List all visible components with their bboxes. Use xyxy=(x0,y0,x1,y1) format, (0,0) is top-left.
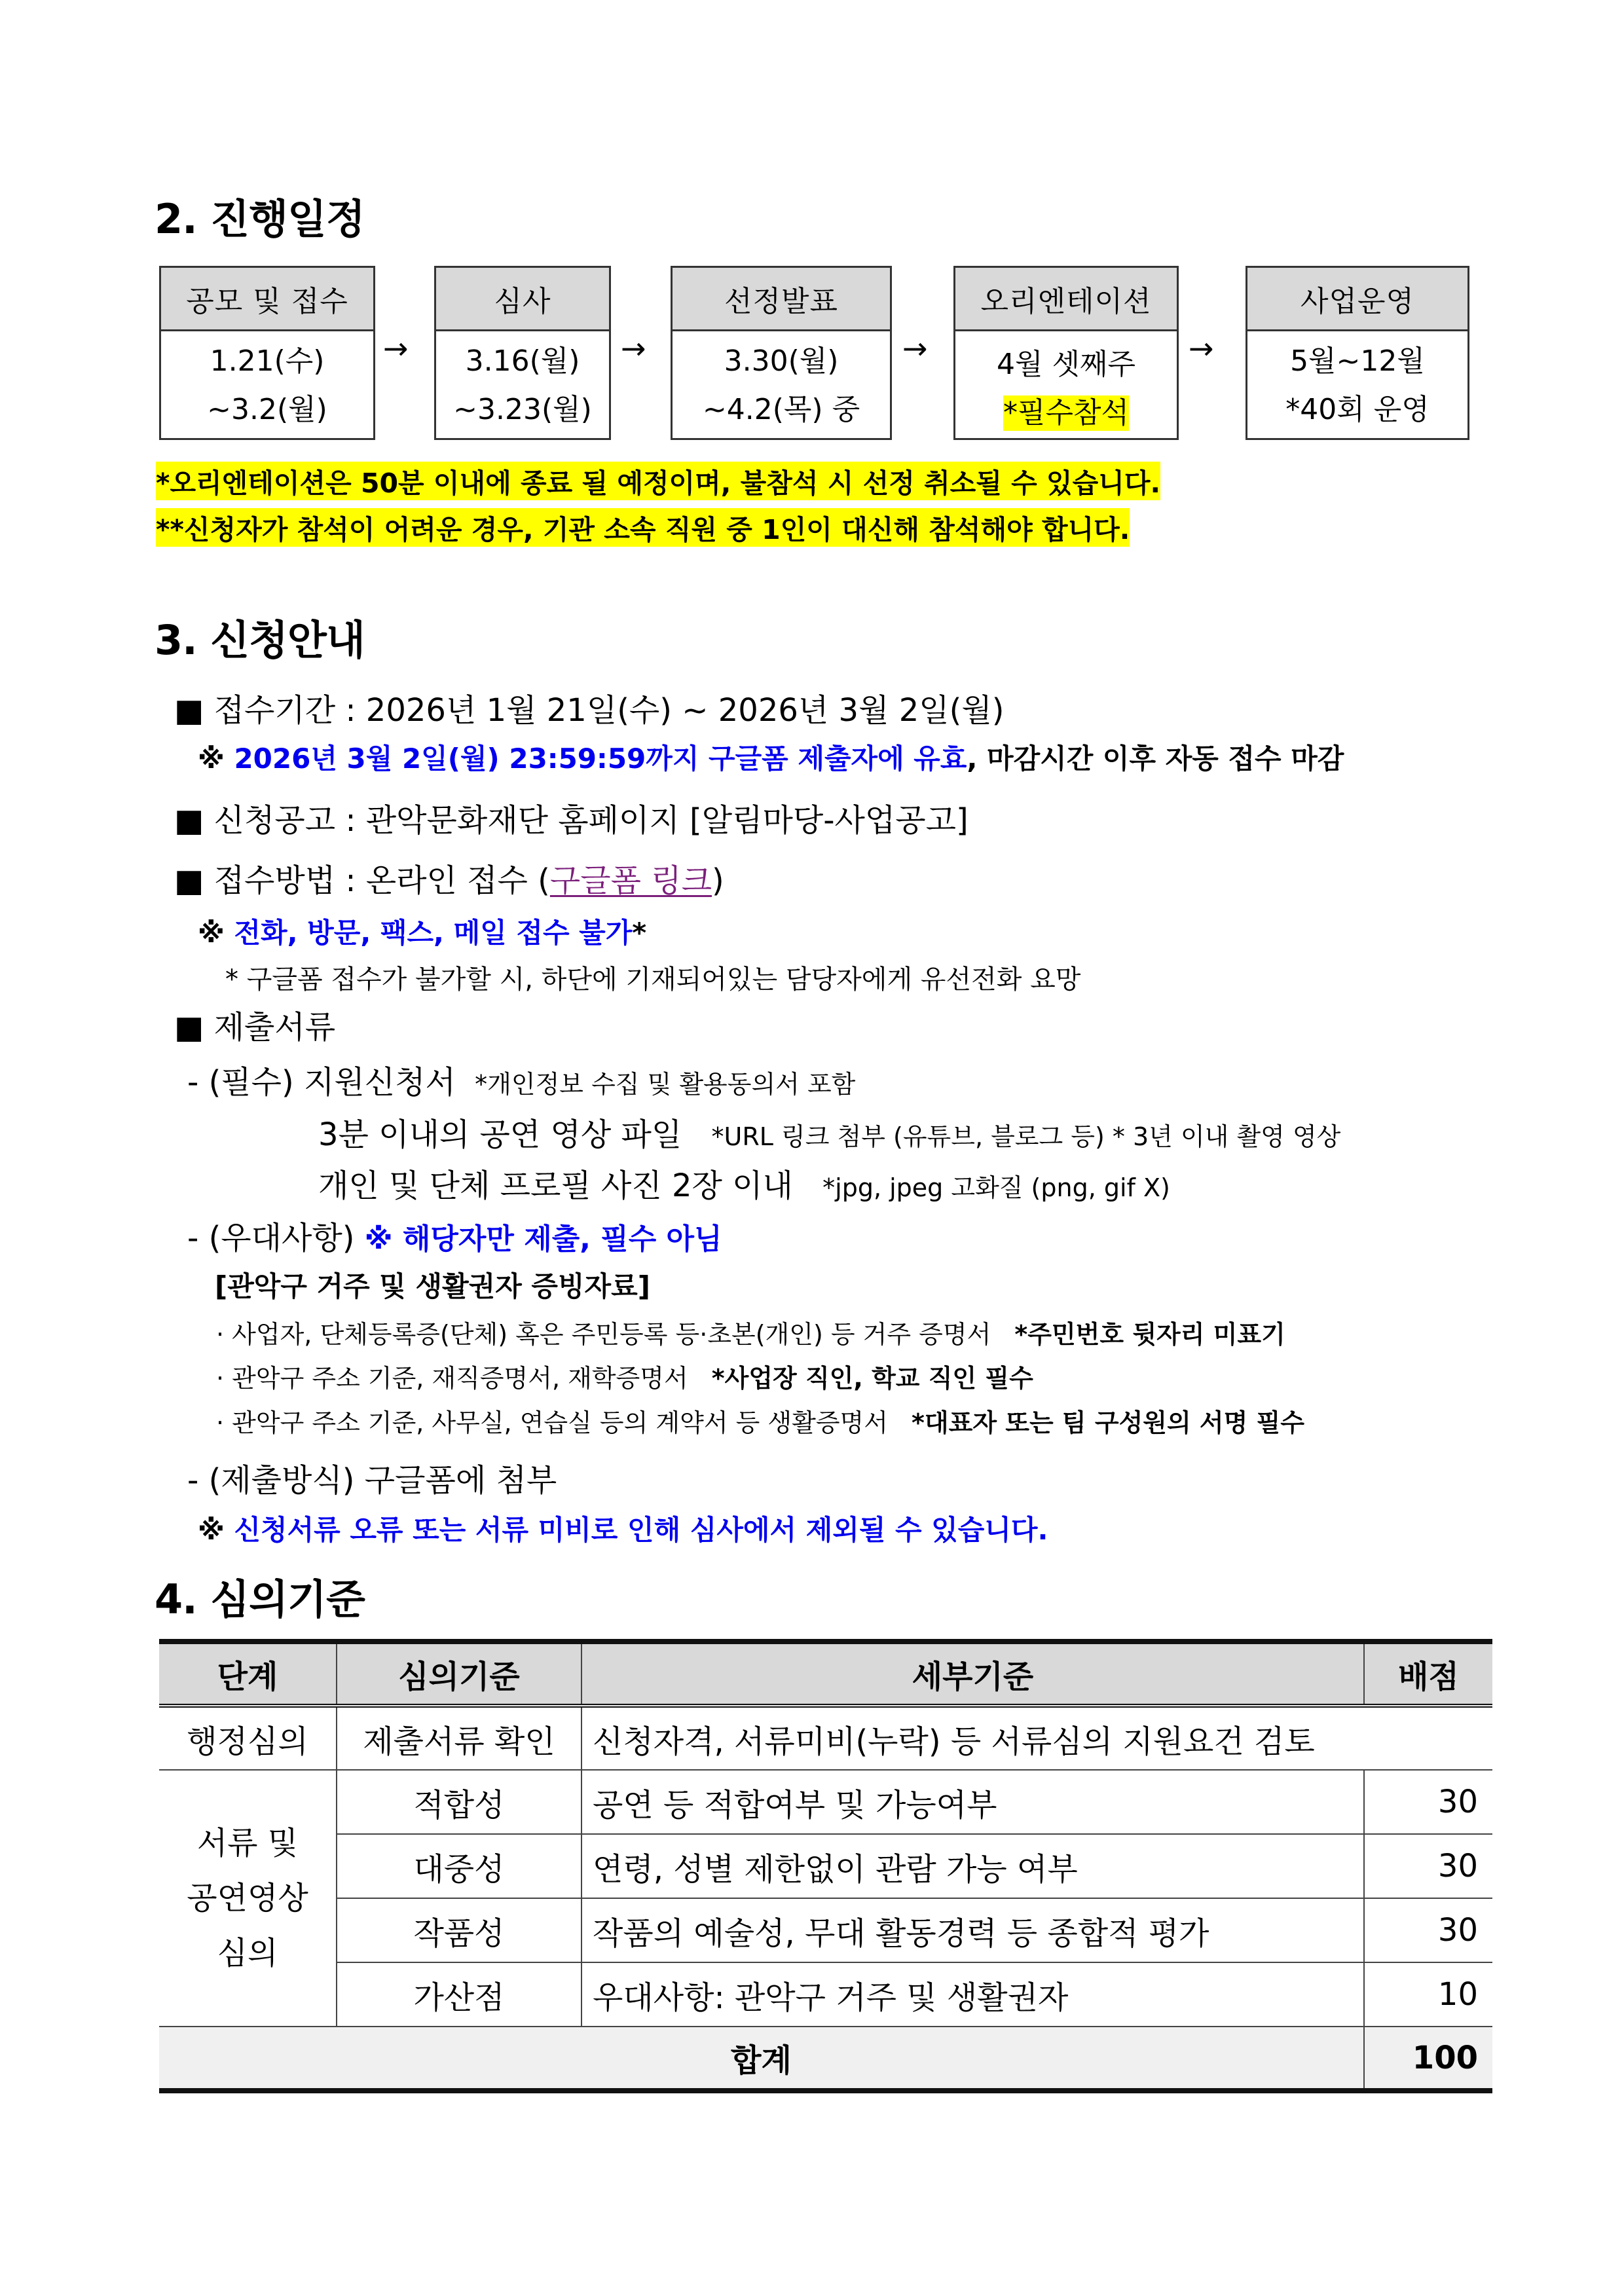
period-value: 2026년 1월 21일(수) ~ 2026년 3월 2일(월) xyxy=(365,692,1005,729)
criterion-cell: 적합성 xyxy=(337,1770,581,1834)
notice-row xyxy=(174,795,969,840)
reference-mark: ※ xyxy=(198,743,234,775)
doc-note: *jpg, jpeg 고화질 (png, gif X) xyxy=(822,1173,1170,1202)
paren-close: ) xyxy=(712,862,724,899)
deadline-highlight: 2026년 3월 2일(월) 23:59:59까지 구글폼 제출자에 유효 xyxy=(234,743,967,775)
table-total-row xyxy=(159,2027,1492,2091)
stage-line: 심의 xyxy=(217,1935,278,1972)
square-bullet-icon: ■ xyxy=(174,1009,204,1046)
preference-item-text: · 관악구 주소 기준, 재직증명서, 재학증명서 xyxy=(216,1364,688,1393)
method-note xyxy=(198,911,646,951)
arrow-right-icon: → xyxy=(902,331,928,366)
arrow-right-icon: → xyxy=(383,331,409,366)
detail-cell: 연령, 성별 제한없이 관람 가능 여부 xyxy=(581,1834,1364,1898)
notice-label: 신청공고 xyxy=(213,802,336,839)
method-value: 온라인 접수 ( xyxy=(365,862,550,899)
separator: : xyxy=(335,802,366,839)
preference-item xyxy=(216,1403,1304,1439)
header-stage: 단계 xyxy=(159,1642,337,1706)
step-date-end: *40회 운영 xyxy=(1285,393,1430,426)
required-prefix: - (필수) xyxy=(187,1064,294,1101)
detail-cell: 작품의 예술성, 무대 활동경력 등 종합적 평가 xyxy=(581,1898,1364,1962)
detail-cell: 공연 등 적합여부 및 가능여부 xyxy=(581,1770,1364,1834)
section-title-schedule: 2. 진행일정 xyxy=(155,195,365,243)
step-date-end: ~4.2(목) 중 xyxy=(702,393,860,426)
preference-item-text: · 관악구 주소 기준, 사무실, 연습실 등의 계약서 등 생활증명서 xyxy=(216,1408,888,1437)
asterisk: * xyxy=(632,917,647,949)
document-warning-text: 신청서류 오류 또는 서류 미비로 인해 심사에서 제외될 수 있습니다. xyxy=(234,1514,1048,1546)
table-row xyxy=(159,1770,1492,1834)
arrow-right-icon: → xyxy=(621,331,646,366)
deadline-note xyxy=(198,737,1344,777)
step-label: 사업운영 xyxy=(1247,268,1467,331)
square-bullet-icon: ■ xyxy=(174,802,204,839)
step-date-start: 3.30(월) xyxy=(724,344,839,378)
criteria-table xyxy=(159,1639,1492,2093)
separator: : xyxy=(335,862,366,899)
header-detail: 세부기준 xyxy=(581,1642,1364,1706)
step-date-end: ~3.23(월) xyxy=(453,393,592,426)
docs-row xyxy=(174,1002,335,1047)
period-row xyxy=(174,685,1004,730)
total-label: 합계 xyxy=(159,2027,1364,2091)
step-label: 공모 및 접수 xyxy=(161,268,373,331)
schedule-step-orientation xyxy=(953,266,1179,440)
step-date-start: 4월 셋째주 xyxy=(997,348,1135,381)
required-doc-3 xyxy=(318,1160,1170,1205)
doc-item: 3분 이내의 공연 영상 파일 xyxy=(318,1116,682,1153)
submit-method: - (제출방식) 구글폼에 첨부 xyxy=(187,1462,557,1499)
step-date-start: 5월~12월 xyxy=(1290,344,1425,378)
criterion-cell: 작품성 xyxy=(337,1898,581,1962)
criterion-cell: 대중성 xyxy=(337,1834,581,1898)
stage-line: 서류 및 xyxy=(196,1825,299,1862)
square-bullet-icon: ■ xyxy=(174,692,204,729)
step-label: 오리엔테이션 xyxy=(955,268,1177,331)
preference-item xyxy=(216,1358,1033,1394)
detail-cell: 신청자격, 서류미비(누락) 등 서류심의 지원요건 검토 xyxy=(581,1706,1492,1770)
preference-item-requirement: *대표자 또는 팀 구성원의 서명 필수 xyxy=(912,1408,1304,1437)
step-date-start: 1.21(수) xyxy=(210,344,325,378)
table-row xyxy=(159,1898,1492,1962)
section-title-application: 3. 신청안내 xyxy=(155,616,365,664)
table-row xyxy=(159,1962,1492,2027)
docs-label: 제출서류 xyxy=(213,1009,336,1046)
preference-row xyxy=(187,1213,722,1258)
method-sub-note: * 구글폼 접수가 불가할 시, 하단에 기재되어있는 담당자에게 유선전화 요망 xyxy=(225,964,1081,995)
period-label: 접수기간 xyxy=(213,692,336,729)
square-bullet-icon: ■ xyxy=(174,862,204,899)
doc-item: 개인 및 단체 프로필 사진 2장 이내 xyxy=(318,1167,793,1204)
preference-item-text: · 사업자, 단체등록증(단체) 혹은 주민등록 등·초본(개인) 등 거주 증명서 xyxy=(216,1320,991,1349)
preference-item-requirement: *사업장 직인, 학교 직인 필수 xyxy=(711,1364,1033,1393)
criterion-cell: 가산점 xyxy=(337,1962,581,2027)
notice-value: 관악문화재단 홈페이지 [알림마당-사업공고] xyxy=(365,802,969,839)
criterion-cell: 제출서류 확인 xyxy=(337,1706,581,1770)
step-date-start: 3.16(월) xyxy=(465,344,580,378)
separator: : xyxy=(335,692,366,729)
table-row xyxy=(159,1706,1492,1770)
preference-prefix: - (우대사항) xyxy=(187,1220,365,1257)
stage-line: 공연영상 xyxy=(187,1880,308,1917)
schedule-step-operation xyxy=(1246,266,1469,440)
google-form-link[interactable]: 구글폼 링크 xyxy=(549,862,712,899)
schedule-step-announcement xyxy=(671,266,892,440)
required-doc-1 xyxy=(187,1057,855,1102)
table-row xyxy=(159,1834,1492,1898)
preference-note: ※ 해당자만 제출, 필수 아님 xyxy=(364,1222,722,1256)
orientation-note: *오리엔테이션은 50분 이내에 종료 될 예정이며, 불참석 시 선정 취소될 수 있습니다. xyxy=(156,462,1160,500)
score-cell: 30 xyxy=(1364,1770,1492,1834)
doc-note: *개인정보 수집 및 활용동의서 포함 xyxy=(475,1070,856,1099)
doc-item: 지원신청서 xyxy=(304,1064,456,1101)
preference-item-requirement: *주민번호 뒷자리 미표기 xyxy=(1014,1320,1285,1349)
preference-title: [관악구 거주 및 생활권자 증빙자료] xyxy=(215,1270,650,1302)
method-note-highlight: 전화, 방문, 팩스, 메일 접수 불가 xyxy=(234,917,633,949)
arrow-right-icon: → xyxy=(1189,331,1214,366)
schedule-step-application xyxy=(159,266,375,440)
header-score: 배점 xyxy=(1364,1642,1492,1706)
doc-note: *URL 링크 첨부 (유튜브, 블로그 등) * 3년 이내 촬영 영상 xyxy=(711,1122,1341,1151)
header-criterion: 심의기준 xyxy=(337,1642,581,1706)
stage-cell: 행정심의 xyxy=(159,1706,337,1770)
step-date-end: ~3.2(월) xyxy=(207,393,327,426)
preference-item xyxy=(216,1314,1285,1350)
substitute-attendance-note: **신청자가 참석이 어려운 경우, 기관 소속 직원 중 1인이 대신해 참석해야 합니다. xyxy=(156,508,1130,547)
step-label: 심사 xyxy=(436,268,609,331)
schedule-step-review xyxy=(434,266,611,440)
section-title-criteria: 4. 심의기준 xyxy=(155,1575,365,1623)
reference-mark: ※ xyxy=(198,917,234,949)
stage-cell-review xyxy=(159,1770,337,2027)
method-row xyxy=(174,855,724,900)
required-attendance-badge: *필수참석 xyxy=(1003,396,1129,430)
step-label: 선정발표 xyxy=(673,268,890,331)
method-label: 접수방법 xyxy=(213,862,336,899)
total-score: 100 xyxy=(1364,2027,1492,2091)
reference-mark: ※ xyxy=(198,1514,234,1546)
deadline-rest: , 마감시간 이후 자동 접수 마감 xyxy=(967,743,1344,775)
score-cell: 10 xyxy=(1364,1962,1492,2027)
score-cell: 30 xyxy=(1364,1898,1492,1962)
score-cell: 30 xyxy=(1364,1834,1492,1898)
document-warning xyxy=(198,1509,1048,1548)
required-doc-2 xyxy=(318,1109,1340,1154)
detail-cell: 우대사항: 관악구 거주 및 생활권자 xyxy=(581,1962,1364,2027)
table-header-row xyxy=(159,1642,1492,1706)
